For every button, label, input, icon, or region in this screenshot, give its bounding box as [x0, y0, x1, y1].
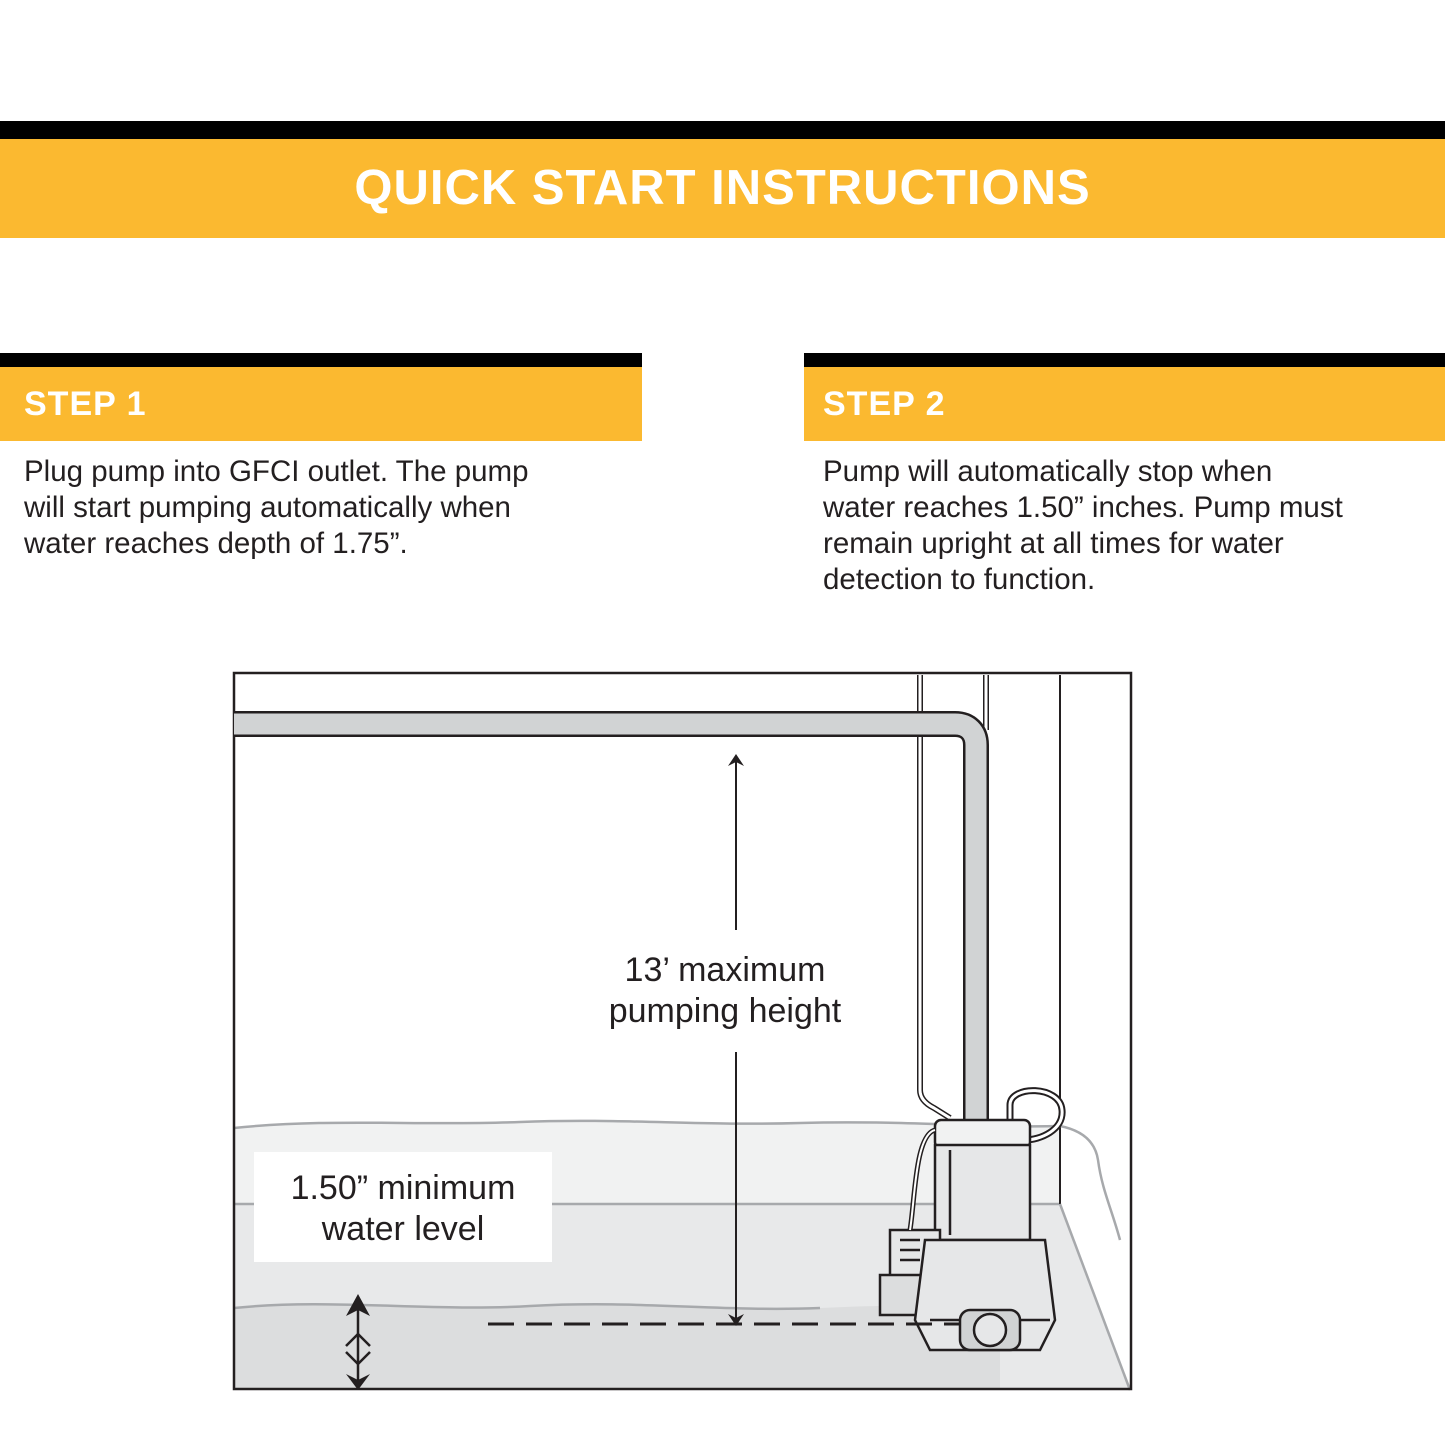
step-1-line: Plug pump into GFCI outlet. The pump [24, 455, 529, 488]
max-height-label [575, 950, 875, 1032]
step-2-line: detection to function. [823, 563, 1096, 596]
step-1-line: water reaches depth of 1.75”. [24, 527, 408, 560]
step-2-line: Pump will automatically stop when [823, 455, 1273, 488]
min-water-label-line: 1.50” minimum [290, 1169, 516, 1207]
step-2-line: water reaches 1.50” inches. Pump must [823, 491, 1343, 524]
page-title: QUICK START INSTRUCTIONS [354, 161, 1091, 215]
step-1-title: STEP 1 [24, 385, 147, 423]
step-1-line: will start pumping automatically when [24, 491, 511, 524]
step-2-line: remain upright at all times for water [823, 527, 1284, 560]
min-water-label [254, 1152, 552, 1262]
step-2-title: STEP 2 [823, 385, 946, 423]
min-water-label-line: water level [321, 1210, 485, 1248]
power-cord [920, 675, 950, 1118]
max-height-label-line: pumping height [608, 992, 842, 1030]
max-height-label-line: 13’ maximum [624, 951, 826, 989]
